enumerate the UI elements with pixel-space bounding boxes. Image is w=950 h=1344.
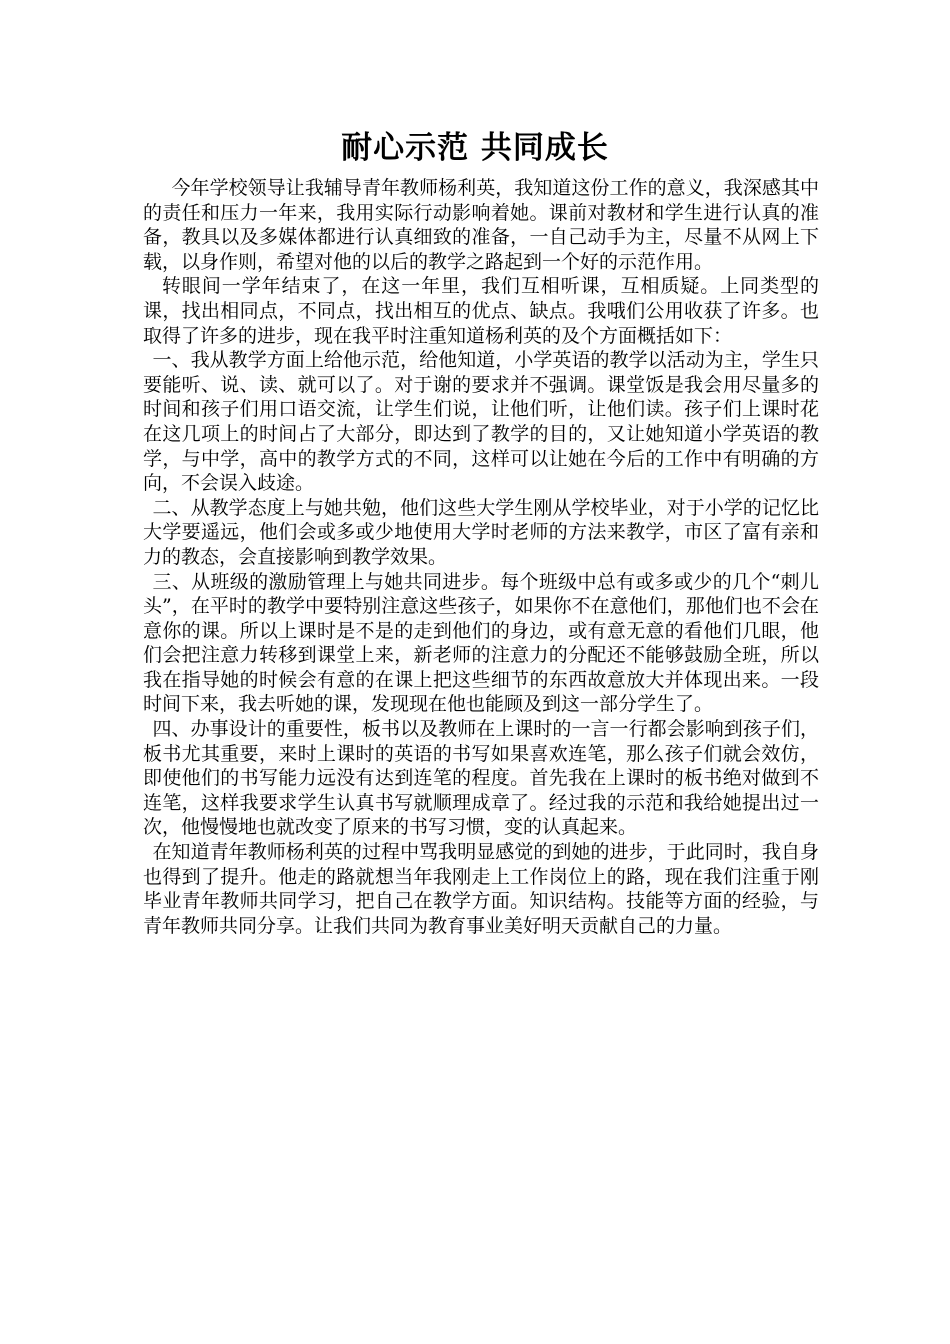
paragraph-intro: 今年学校领导让我辅导青年教师杨利英，我知道这份工作的意义，我深感其中的责任和压力一年来，我用实际行动影响着她。课前对教材和学生进行认真的准备，教具以及多媒体都进行认真细致的准备，一自己动手为主，尽量不从网上下载，以身作则，希望对他的以后的教学之路起到一个好的示范作用。 — [143, 177, 819, 273]
document-title: 耐心示范 共同成长 — [341, 130, 609, 166]
paragraph-point-4: 四、办事设计的重要性，板书以及教师在上课时的一言一行都会影响到孩子们，板书尤其重要，来时上课时的英语的书写如果喜欢连笔，那么孩子们就会效仿，即使他们的书写能力远没有达到连笔的程度。首先我在上课时的板书绝对做到不连笔，这样我要求学生认真书写就顺理成章了。经过我的示范和我给她提出过一次，他慢慢地也就改变了原来的书写习惯，变的认真起来。 — [143, 718, 819, 839]
paragraph-point-3: 三、从班级的激励管理上与她共同进步。每个班级中总有或多或少的几个“刺儿头”，在平时的教学中要特别注意这些孩子，如果你不在意他们，那他们也不会在意你的课。所以上课时是不是的走到他们的身边，或有意无意的看他们几眼，他们会把注意力转移到课堂上来，新老师的注意力的分配还不能够鼓励全班，所以我在指导她的时候会有意的在课上把这些细节的东西故意放大并体现出来。一段时间下来，我去听她的课，发现现在他也能顾及到这一部分学生了。 — [143, 570, 819, 716]
paragraph-summary: 转眼间一学年结束了，在这一年里，我们互相听课，互相质疑。上同类型的课，找出相同点，不同点，找出相互的优点、缺点。我哦们公用收获了许多。也取得了许多的进步，现在我平时注重知道杨利英的及个方面概括如下： — [143, 275, 819, 347]
document-body — [143, 176, 819, 938]
paragraph-conclusion: 在知道青年教师杨利英的过程中骂我明显感觉的到她的进步，于此同时，我自身也得到了提升。他走的路就想当年我刚走上工作岗位上的路，现在我们注重于刚毕业青年教师共同学习，把自己在教学方面。知识结构。技能等方面的经验，与青年教师共同分享。让我们共同为教育事业美好明天贡献自己的力量。 — [143, 841, 819, 937]
paragraph-point-1: 一、我从教学方面上给他示范，给他知道，小学英语的教学以活动为主，学生只要能听、说、读、就可以了。对于谢的要求并不强调。课堂饭是我会用尽量多的时间和孩子们用口语交流，让学生们说，让他们听，让他们读。孩子们上课时花在这几项上的时间占了大部分，即达到了教学的目的，又让她知道小学英语的教学，与中学，高中的教学方式的不同，这样可以让她在今后的工作中有明确的方向，不会误入歧途。 — [143, 349, 819, 495]
paragraph-point-2: 二、从教学态度上与她共勉，他们这些大学生刚从学校毕业，对于小学的记忆比大学要遥远，他们会或多或少地使用大学时老师的方法来教学，市区了富有亲和力的教态，会直接影响到教学效果。 — [143, 496, 819, 568]
